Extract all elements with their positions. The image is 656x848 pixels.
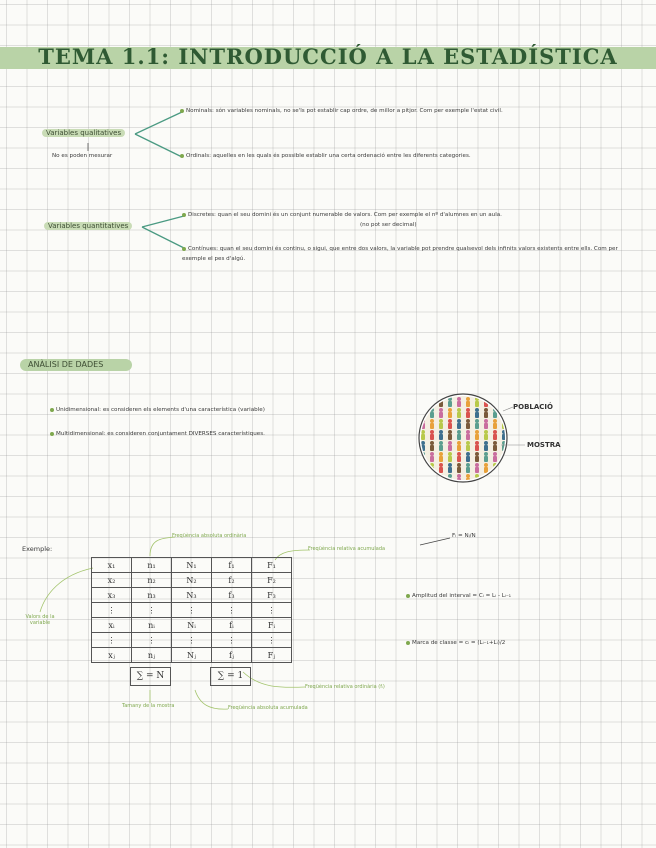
table-cell: N₃ [172, 588, 212, 603]
qualitatives-sublabel: No es poden mesurar [52, 153, 113, 159]
person-icon [430, 474, 434, 483]
person-icon [466, 452, 470, 462]
section-analisi-dades: ANÀLISI DE DADES [20, 359, 132, 371]
table-cell: x₂ [92, 573, 132, 588]
bullet-dot-icon [406, 641, 410, 645]
table-cell: ⋮ [92, 633, 132, 648]
example-label: Exemple: [22, 545, 53, 553]
discretes-text: Discretes: quan el seu domini és un conjunt numerable de valors. Com per exemple el nº d'alumnes en un aula. [188, 212, 502, 218]
table-cell: ⋮ [212, 633, 252, 648]
table-cell: Nⱼ [172, 648, 212, 663]
table-cell: ⋮ [132, 633, 172, 648]
marca-classe-item [406, 640, 505, 646]
person-icon [475, 419, 479, 429]
discretes-note: (no pot ser decimal) [360, 222, 417, 228]
person-icon [448, 419, 452, 429]
person-icon [493, 474, 497, 483]
person-icon [511, 474, 515, 483]
table-cell: ⋮ [212, 603, 252, 618]
table-cell: ⋮ [172, 633, 212, 648]
person-icon [484, 452, 488, 462]
bullet-dot-icon [180, 154, 184, 158]
person-icon [466, 441, 470, 451]
person-icon [493, 452, 497, 462]
continues-item [182, 244, 627, 264]
table-row [92, 633, 292, 648]
person-icon [493, 397, 497, 407]
continues-text: Contínues: quan el seu domini és continu, o sigui, que entre dos valors, la variable pot prendre qualsevol dels infinits valors existents entre ells. Com per exemple el pes d'algú. [182, 246, 618, 262]
page-title: TEMA 1.1: INTRODUCCIÓ A LA ESTADÍSTICA [38, 44, 618, 69]
multidimensional-item [50, 431, 265, 437]
table-row [92, 588, 292, 603]
qualitatives-label: Variables qualitatives [42, 129, 125, 137]
person-icon [421, 474, 425, 483]
marca-classe-text: Marca de classe = cᵢ = (Lᵢ₋₁+Lᵢ)/2 [412, 640, 506, 646]
table-cell: Fⱼ [252, 648, 292, 663]
person-icon [502, 474, 506, 483]
table-cell: f₂ [212, 573, 252, 588]
person-icon [484, 441, 488, 451]
person-icon [511, 452, 515, 462]
amplitud-text: Amplitud del interval = Cᵢ = Lᵢ - Lᵢ₋₁ [412, 593, 512, 599]
table-cell: nᵢ [132, 618, 172, 633]
person-icon [430, 441, 434, 451]
person-icon [439, 463, 443, 473]
ordinals-text: Ordinals: aquelles en les quals és possible establir una certa ordenació entre les diferents categories. [186, 153, 471, 159]
poblacio-label: POBLACIÓ [513, 403, 553, 411]
person-icon [421, 397, 425, 407]
bullet-dot-icon [50, 432, 54, 436]
person-icon [493, 419, 497, 429]
person-icon [448, 430, 452, 440]
person-icon [484, 408, 488, 418]
person-icon [502, 397, 506, 407]
person-icon [475, 463, 479, 473]
discretes-item [182, 212, 502, 218]
person-icon [511, 419, 515, 429]
tamany-mostra-note: Tamany de la mostra [122, 703, 175, 709]
person-icon [457, 441, 461, 451]
table-row [92, 648, 292, 663]
table-cell: xᵢ [92, 618, 132, 633]
person-icon [457, 397, 461, 407]
sum-n-box: ∑ = N [130, 667, 171, 686]
crowd-people-icon [415, 393, 515, 483]
table-cell: f₁ [212, 558, 252, 573]
person-icon [421, 430, 425, 440]
person-icon [475, 452, 479, 462]
person-icon [421, 463, 425, 473]
table-cell: f₃ [212, 588, 252, 603]
frequency-table [91, 557, 292, 663]
person-icon [511, 430, 515, 440]
person-icon [439, 419, 443, 429]
person-icon [448, 441, 452, 451]
person-icon [466, 419, 470, 429]
person-icon [466, 397, 470, 407]
person-icon [484, 419, 488, 429]
table-cell: n₂ [132, 573, 172, 588]
person-icon [439, 452, 443, 462]
table-row [92, 558, 292, 573]
table-cell: Nᵢ [172, 618, 212, 633]
table-cell: nⱼ [132, 648, 172, 663]
table-cell: F₃ [252, 588, 292, 603]
table-cell: Fᵢ [252, 618, 292, 633]
unidimensional-text: Unidimensional: es consideren els elements d'una característica (variable) [56, 407, 265, 413]
bullet-dot-icon [406, 594, 410, 598]
person-icon [484, 430, 488, 440]
table-cell: F₁ [252, 558, 292, 573]
person-icon [430, 419, 434, 429]
bullet-dot-icon [182, 247, 186, 251]
person-icon [439, 430, 443, 440]
table-cell: fᵢ [212, 618, 252, 633]
nominals-text: Nominals: són variables nominals, no se'ls pot establir cap ordre, de millor a pitjor. Com per exemple l'estat civil. [186, 108, 503, 114]
person-icon [448, 463, 452, 473]
person-icon [466, 463, 470, 473]
person-icon [457, 463, 461, 473]
person-icon [439, 408, 443, 418]
table-cell: x₁ [92, 558, 132, 573]
table-cell: ⋮ [252, 633, 292, 648]
ordinals-item [180, 153, 471, 159]
person-icon [475, 408, 479, 418]
person-icon [457, 408, 461, 418]
person-icon [457, 430, 461, 440]
person-icon [475, 441, 479, 451]
person-icon [466, 430, 470, 440]
freq-abs-ord-note: Freqüència absoluta ordinària [172, 533, 247, 539]
person-icon [475, 430, 479, 440]
person-icon [502, 463, 506, 473]
person-icon [493, 441, 497, 451]
multidimensional-text: Multidimensional: es consideren conjuntament DIVERSES característiques. [56, 431, 265, 437]
bullet-dot-icon [180, 109, 184, 113]
freq-abs-acum-note: Freqüència absoluta acumulada [228, 705, 308, 711]
fi-formula: Fᵢ = Nᵢ/N [452, 533, 476, 539]
freq-rel-acum-note: Freqüència relativa acumulada [308, 546, 386, 552]
person-icon [457, 452, 461, 462]
person-icon [466, 408, 470, 418]
person-icon [448, 408, 452, 418]
amplitud-item [406, 593, 511, 599]
table-cell: ⋮ [132, 603, 172, 618]
person-icon [448, 452, 452, 462]
mostra-label: MOSTRA [527, 441, 561, 449]
person-icon [430, 452, 434, 462]
table-cell: n₃ [132, 588, 172, 603]
person-icon [511, 463, 515, 473]
quantitatives-label: Variables quantitatives [44, 222, 132, 230]
bullet-dot-icon [50, 408, 54, 412]
table-cell: xⱼ [92, 648, 132, 663]
table-cell: fⱼ [212, 648, 252, 663]
table-cell: N₁ [172, 558, 212, 573]
nominals-item [180, 108, 503, 114]
person-icon [484, 463, 488, 473]
bullet-dot-icon [182, 213, 186, 217]
person-icon [439, 441, 443, 451]
person-icon [493, 430, 497, 440]
table-cell: x₃ [92, 588, 132, 603]
sum-f-box: ∑ = 1 [210, 667, 251, 686]
table-row [92, 603, 292, 618]
valors-variable-note: Valors de la variable [25, 614, 55, 626]
unidimensional-item [50, 407, 265, 413]
table-row [92, 573, 292, 588]
table-cell: ⋮ [252, 603, 292, 618]
table-cell: N₂ [172, 573, 212, 588]
person-icon [430, 430, 434, 440]
table-cell: ⋮ [92, 603, 132, 618]
person-icon [502, 408, 506, 418]
table-cell: ⋮ [172, 603, 212, 618]
freq-rel-ord-note: Freqüència relativa ordinària (fᵢ) [305, 684, 385, 690]
table-cell: n₁ [132, 558, 172, 573]
person-icon [511, 441, 515, 451]
person-icon [457, 419, 461, 429]
table-cell: F₂ [252, 573, 292, 588]
table-row [92, 618, 292, 633]
